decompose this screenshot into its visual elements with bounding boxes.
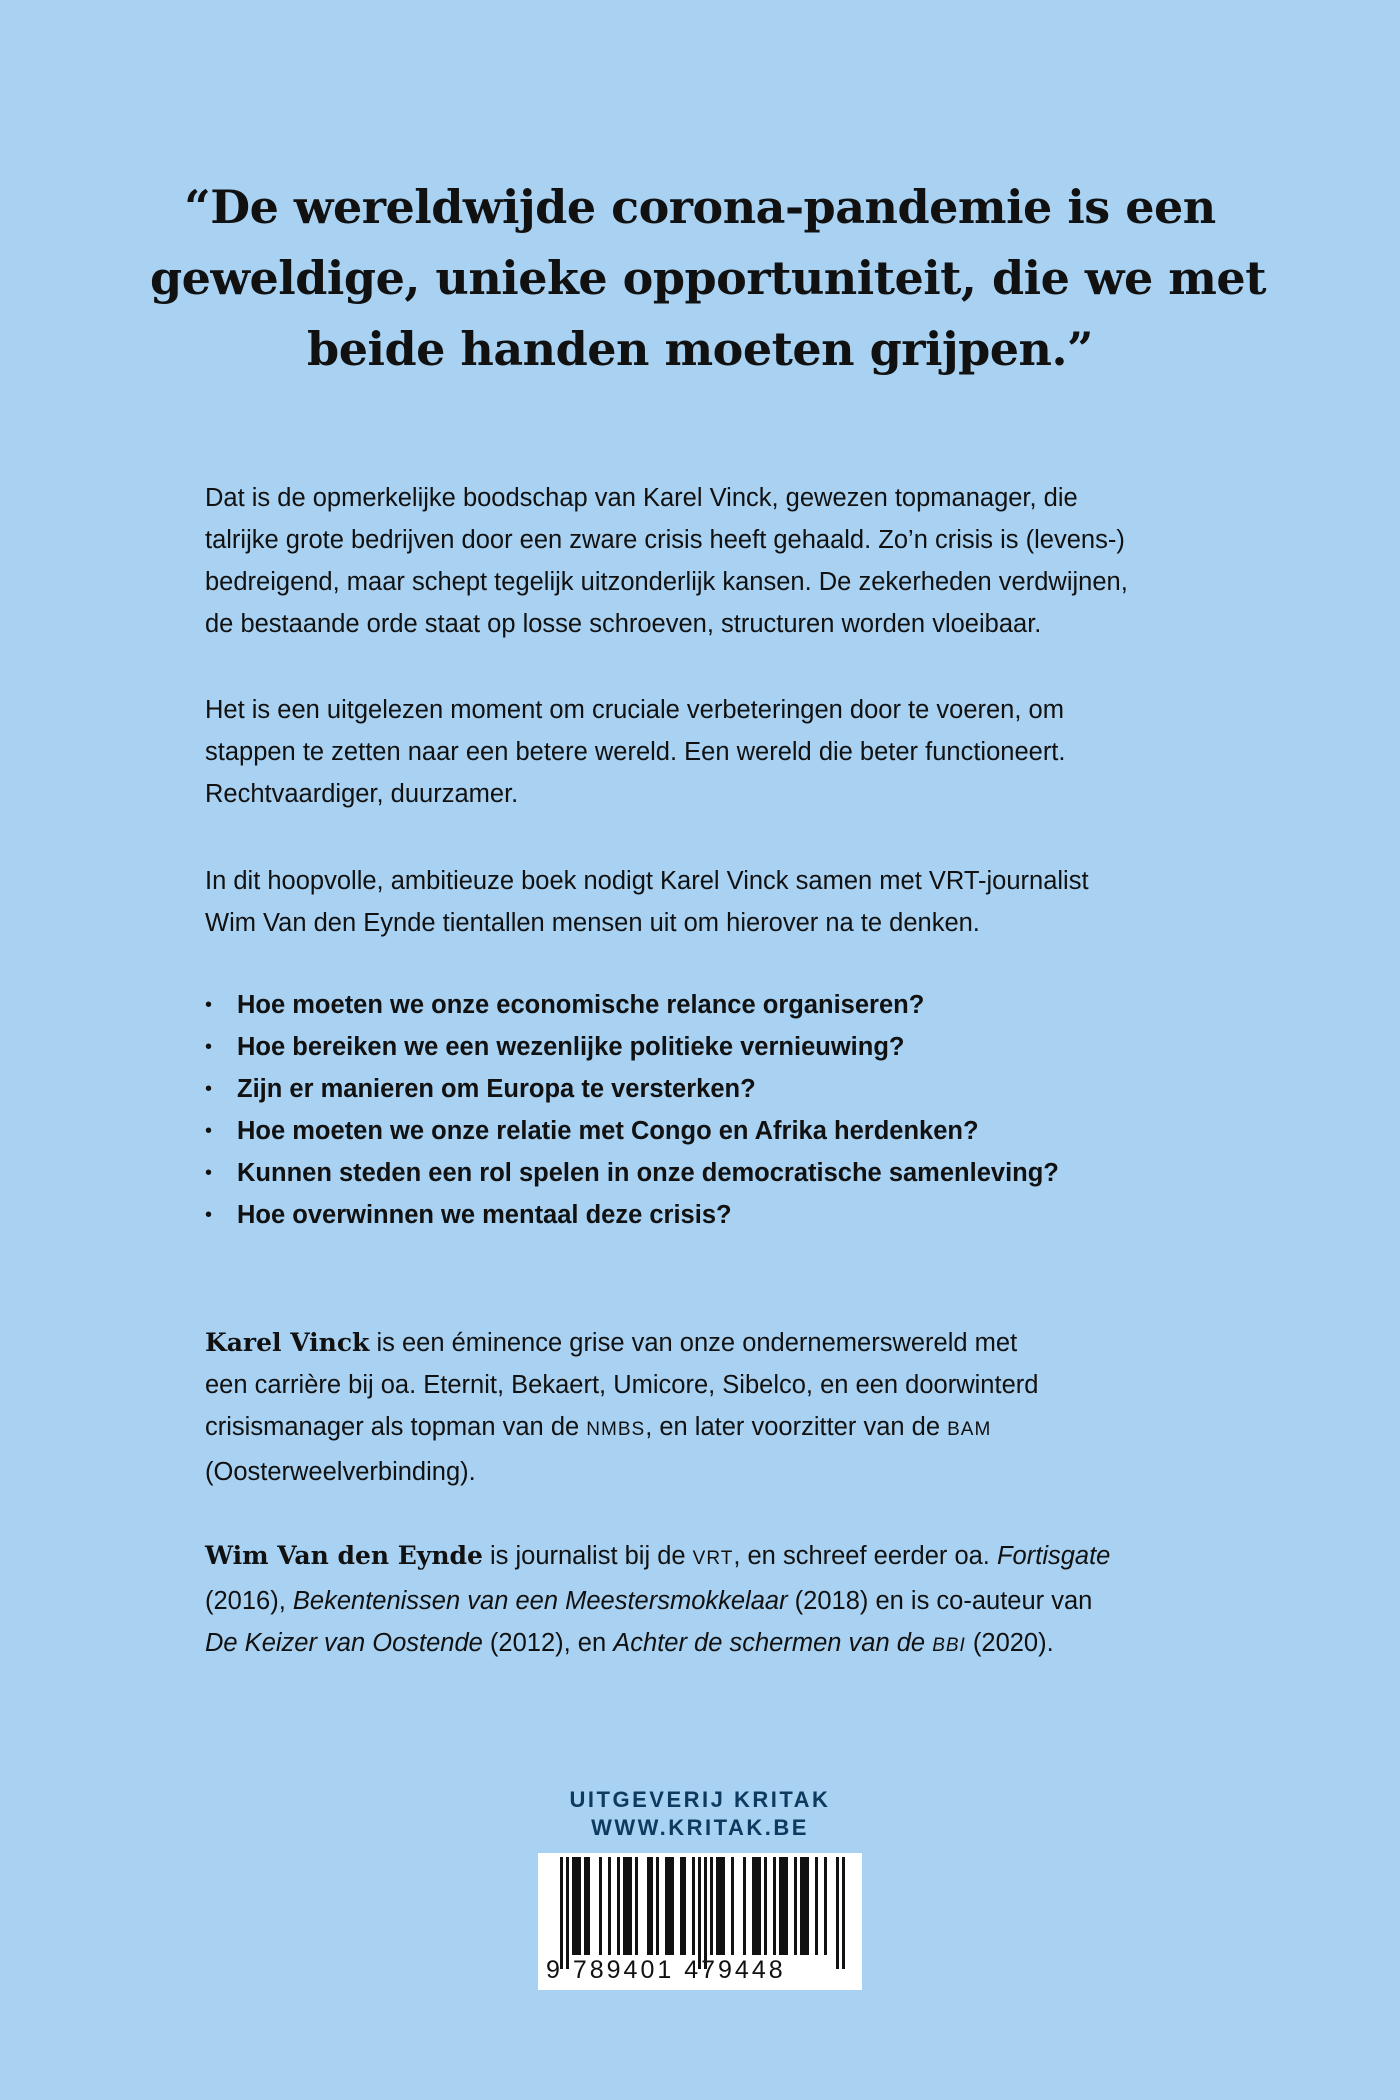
barcode-bar xyxy=(779,1857,782,1955)
bullet-icon: • xyxy=(205,1204,213,1226)
question-text: Kunnen steden een rol spelen in onze democratische samenleving? xyxy=(237,1159,1059,1187)
barcode-number: 9 789401 479448 xyxy=(546,1956,786,1984)
barcode-bar xyxy=(683,1857,686,1955)
barcode-bar xyxy=(635,1857,638,1955)
barcode-bar xyxy=(773,1857,776,1955)
quote-line: “De wereldwijde corona-pandemie is een xyxy=(184,180,1216,234)
bullet-icon: • xyxy=(205,1162,213,1184)
text-line: stappen te zetten naar een betere wereld. Een wereld die beter functioneert. xyxy=(205,738,1066,766)
barcode-bar xyxy=(629,1857,632,1955)
text-line: In dit hoopvolle, ambitieuze boek nodigt Karel Vinck samen met VRT-journalist xyxy=(205,867,1089,895)
barcode-bar xyxy=(758,1857,761,1955)
barcode-bar xyxy=(800,1857,803,1955)
barcode-bar xyxy=(803,1857,806,1955)
text-line xyxy=(205,1322,1205,1364)
barcode-bar xyxy=(716,1857,719,1955)
quote-line: geweldige, unieke opportuniteit, die we met xyxy=(150,251,1266,305)
bio-text: (2016), xyxy=(205,1587,293,1615)
book-title xyxy=(613,1629,966,1657)
barcode-bar xyxy=(815,1857,818,1955)
bullet-icon: • xyxy=(205,1120,213,1142)
bio-text: is journalist bij de xyxy=(482,1542,693,1570)
barcode-bar xyxy=(722,1857,725,1955)
list-item xyxy=(205,1110,1205,1152)
abbreviation: VRT xyxy=(692,1548,734,1569)
barcode-bar xyxy=(671,1857,674,1955)
barcode-bar xyxy=(572,1857,575,1955)
barcode-bar xyxy=(656,1857,659,1955)
barcode-bar xyxy=(575,1857,578,1955)
list-item xyxy=(205,1194,1205,1236)
barcode-bar xyxy=(698,1857,701,1969)
list-item xyxy=(205,984,1205,1026)
barcode-bar xyxy=(650,1857,653,1955)
text-line: Wim Van den Eynde tientallen mensen uit om hierover na te denken. xyxy=(205,909,980,937)
text-line xyxy=(205,1406,1205,1451)
barcode-bar xyxy=(608,1857,611,1955)
text-line: bedreigend, maar schept tegelijk uitzonderlijk kansen. De zekerheden verdwijnen, xyxy=(205,568,1128,596)
barcode-bar xyxy=(785,1857,788,1955)
bullet-icon: • xyxy=(205,994,213,1016)
publisher-url: WWW.KRITAK.BE xyxy=(591,1815,809,1840)
bullet-icon: • xyxy=(205,1078,213,1100)
barcode-bar xyxy=(647,1857,650,1955)
question-text: Hoe bereiken we een wezenlijke politieke vernieuwing? xyxy=(237,1033,905,1061)
abbreviation: BAM xyxy=(947,1419,992,1440)
text-line xyxy=(205,1535,1205,1580)
bio-text: (2012), en xyxy=(482,1629,614,1657)
text-line: talrijke grote bedrijven door een zware crisis heeft gehaald. Zo’n crisis is (levens-) xyxy=(205,526,1125,554)
abbreviation: NMBS xyxy=(586,1419,646,1440)
question-text: Hoe overwinnen we mentaal deze crisis? xyxy=(237,1201,732,1229)
barcode-bar xyxy=(794,1857,797,1955)
barcode-bar xyxy=(731,1857,734,1955)
text-line: Het is een uitgelezen moment om cruciale verbeteringen door te voeren, om xyxy=(205,696,1064,724)
author-name: Wim Van den Eynde xyxy=(205,1541,483,1570)
author-name: Karel Vinck xyxy=(205,1328,370,1357)
intro-paragraph xyxy=(205,477,1205,645)
question-list xyxy=(205,984,1205,1236)
question-text: Zijn er manieren om Europa te versterken? xyxy=(237,1075,756,1103)
barcode-bar xyxy=(668,1857,671,1955)
text-line: Dat is de opmerkelijke boodschap van Karel Vinck, gewezen topmanager, die xyxy=(205,484,1078,512)
barcode-bar xyxy=(578,1857,581,1955)
text-line xyxy=(205,1622,1205,1667)
publisher-block xyxy=(0,1786,1400,1842)
cover-quote xyxy=(150,172,1266,385)
barcode-bar xyxy=(743,1857,746,1955)
bio-text: is een éminence grise van onze ondernemerswereld met xyxy=(369,1329,1018,1357)
barcode-bar xyxy=(617,1857,620,1955)
barcode xyxy=(538,1853,862,1990)
book-title: Fortisgate xyxy=(996,1542,1111,1570)
barcode-bar xyxy=(584,1857,587,1955)
bio-text: (2018) en is co-auteur van xyxy=(787,1587,1093,1615)
barcode-bar xyxy=(764,1857,767,1955)
bio-text: , en later voorzitter van de xyxy=(645,1413,948,1441)
barcode-bar xyxy=(692,1857,695,1955)
bio-text: (2020). xyxy=(965,1629,1054,1657)
barcode-bar xyxy=(566,1857,569,1969)
third-paragraph xyxy=(205,860,1205,944)
barcode-bar xyxy=(824,1857,827,1955)
author-bio-vinck xyxy=(205,1322,1205,1493)
barcode-bar xyxy=(836,1857,839,1969)
quote-line: beide handen moeten grijpen.” xyxy=(307,322,1093,376)
barcode-bar xyxy=(752,1857,755,1955)
barcode-bar xyxy=(560,1857,563,1969)
text-line: Rechtvaardiger, duurzamer. xyxy=(205,780,519,808)
barcode-bar xyxy=(755,1857,758,1955)
book-title: De Keizer van Oostende xyxy=(205,1629,483,1657)
list-item xyxy=(205,1026,1205,1068)
book-title: Bekentenissen van een Meestersmokkelaar xyxy=(292,1587,788,1615)
barcode-bar xyxy=(719,1857,722,1955)
barcode-bar xyxy=(806,1857,809,1955)
barcode-bar xyxy=(587,1857,590,1955)
abbreviation: BBI xyxy=(932,1635,966,1656)
list-item xyxy=(205,1152,1205,1194)
barcode-bar xyxy=(665,1857,668,1955)
barcode-bar xyxy=(710,1857,713,1955)
barcode-bar xyxy=(842,1857,845,1969)
author-bio-eynde xyxy=(205,1535,1205,1667)
book-title-part: Achter de schermen van de xyxy=(613,1629,933,1657)
text-line: (Oosterweelverbinding). xyxy=(205,1458,476,1486)
question-text: Hoe moeten we onze relatie met Congo en Afrika herdenken? xyxy=(237,1117,979,1145)
text-line: de bestaande orde staat op losse schroeven, structuren worden vloeibaar. xyxy=(205,610,1042,638)
bio-text: crisismanager als topman van de xyxy=(205,1413,587,1441)
bio-text: , en schreef eerder oa. xyxy=(733,1542,997,1570)
second-paragraph xyxy=(205,689,1205,815)
barcode-bar xyxy=(782,1857,785,1955)
barcode-bar xyxy=(680,1857,683,1955)
barcode-bar xyxy=(704,1857,707,1969)
barcode-bar xyxy=(626,1857,629,1955)
list-item xyxy=(205,1068,1205,1110)
barcode-bar xyxy=(623,1857,626,1955)
publisher-name: UITGEVERIJ KRITAK xyxy=(569,1787,831,1812)
bullet-icon: • xyxy=(205,1036,213,1058)
text-line xyxy=(205,1580,1205,1622)
barcode-bar xyxy=(599,1857,602,1955)
text-line: een carrière bij oa. Eternit, Bekaert, Umicore, Sibelco, en een doorwinterd xyxy=(205,1371,1039,1399)
question-text: Hoe moeten we onze economische relance organiseren? xyxy=(237,991,925,1019)
